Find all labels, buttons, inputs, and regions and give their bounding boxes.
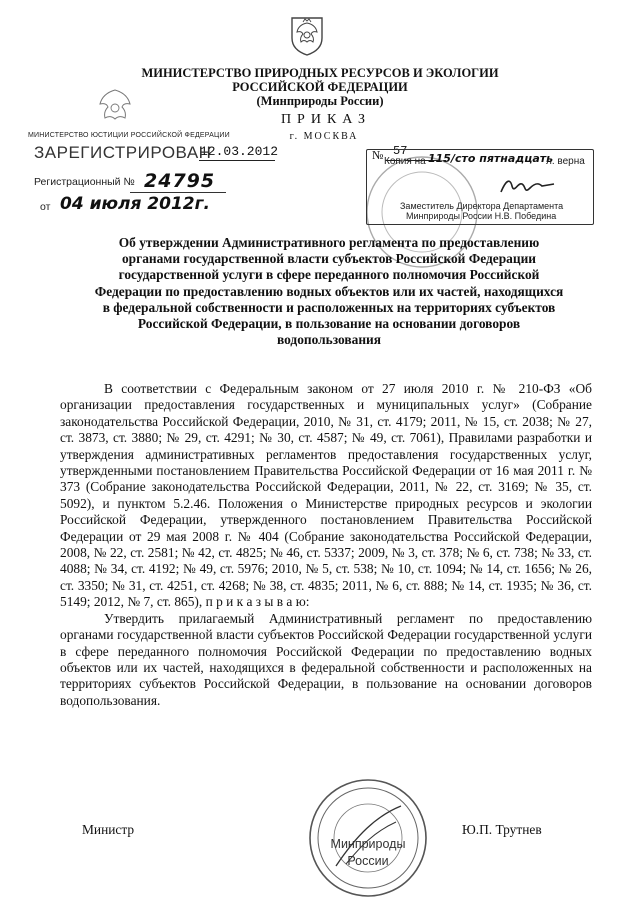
reg-stamp-top-line: МИНИСТЕРСТВО ЮСТИЦИИ РОССИЙСКОЙ ФЕДЕРАЦИИ — [28, 132, 230, 139]
copy-stamp-verified: л. верна — [546, 156, 585, 167]
copy-signature-icon — [498, 174, 558, 200]
reg-date-label: от — [40, 201, 51, 213]
justice-emblem-icon — [86, 86, 144, 132]
ministry-short-name: (Минприроды России) — [256, 94, 384, 108]
document-type: ПРИКАЗ — [280, 112, 372, 127]
copy-stamp-label: Копия на — [384, 156, 426, 167]
signatory-name: Ю.П. Трутнев — [462, 822, 542, 837]
state-emblem-icon — [288, 14, 326, 56]
ministry-name-line1: МИНИСТЕРСТВО ПРИРОДНЫХ РЕСУРСОВ И ЭКОЛОГИИ — [141, 66, 499, 80]
number-label: № — [372, 148, 384, 162]
document-title: Об утверждении Административного регламента по предоставлению органами государственной власти субъектов Российской Федерации государственной услуги в сфере переданного полномочия Российской Федерации по предоставлению водных объектов или их частей, находящихся в федеральной собственности и расположенных на территориях субъектов Российской Федерации, в пользование на основании договоров водопользования — [94, 235, 564, 348]
body-paragraph-2: Утвердить прилагаемый Административный регламент по предоставлению органами государственной власти субъектов Российской Федерации государственной услуги в сфере переданного полномочия Российской Федерации по предоставлению водных объектов или их частей, находящихся в федеральной собственности и расположенных на территориях субъектов Российской Федерации, в пользование на основании договоров водопользования. — [60, 610, 592, 708]
copy-stamp-pages: 115/сто пятнадцать — [428, 152, 554, 165]
copy-stamp-position: Заместитель Директора Департамента — [400, 201, 564, 211]
document-body — [60, 381, 592, 709]
city-label: г. МОСКВА — [289, 131, 359, 142]
body-paragraph-1: В соответствии с Федеральным законом от 27 июля 2010 г. № 210-ФЗ «Об организации предоставления государственных и муниципальных услуг» (Собрание законодательства Российской Федерации, 2010, № 31, ст. 4179; 2011, № 15, ст. 2038; № 27, ст. 3873, ст. 3880; № 29, ст. 4291; № 30, ст. 4587; № 49, ст. 7061), Правилами разработки и утверждения административных регламентов предоставления государственных услуг, утвержденными постановлением Правительства Российской Федерации от 16 мая 2011 г. № 373 (Собрание законодательства Российской Федерации, 2011, № 22, ст. 3169; № 35, ст. 5092), и пунктом 5.2.46. Положения о Министерстве природных ресурсов и экологии Российской Федерации, утвержденного постановлением Правительства Российской Федерации от 29 мая 2008 г. № 404 (Собрание законодательства Российской Федерации, 2008, № 22, ст. 2581; № 42, ст. 4825; № 46, ст. 5337; 2009, № 3, ст. 378; № 6, ст. 738; № 33, ст. 4088; № 34, ст. 4192; № 49, ст. 5976; 2010, № 5, ст. 538; № 10, ст. 1094; № 14, ст. 1656; № 26, ст. 3350; № 31, ст. 4251, ст. 4268; № 38, ст. 4835; 2011, № 6, ст. 888; № 14, ст. 1935; № 36, ст. 5149; 2012, № 7, ст. 865), п р и к а з ы в а ю: — [60, 381, 592, 610]
copy-stamp-name: Минприроды России Н.В. Победина — [406, 211, 557, 221]
reg-stamp-title: ЗАРЕГИСТРИРОВАН — [34, 143, 212, 162]
signatory-position: Министр — [82, 822, 135, 837]
ministry-name-line2: РОССИЙСКОЙ ФЕДЕРАЦИИ — [232, 80, 408, 94]
reg-date-value: 04 июля 2012г. — [60, 194, 210, 214]
reg-number-value: 24795 — [144, 170, 216, 192]
order-number: 57 — [393, 144, 408, 158]
reg-number-label: Регистрационный № — [34, 176, 135, 188]
seal-line-1: Минприроды — [330, 837, 406, 851]
seal-text — [306, 836, 430, 870]
seal-line-2: России — [347, 854, 389, 868]
order-date: 12.03.2012 — [200, 144, 279, 159]
reg-number-underline — [130, 192, 226, 193]
